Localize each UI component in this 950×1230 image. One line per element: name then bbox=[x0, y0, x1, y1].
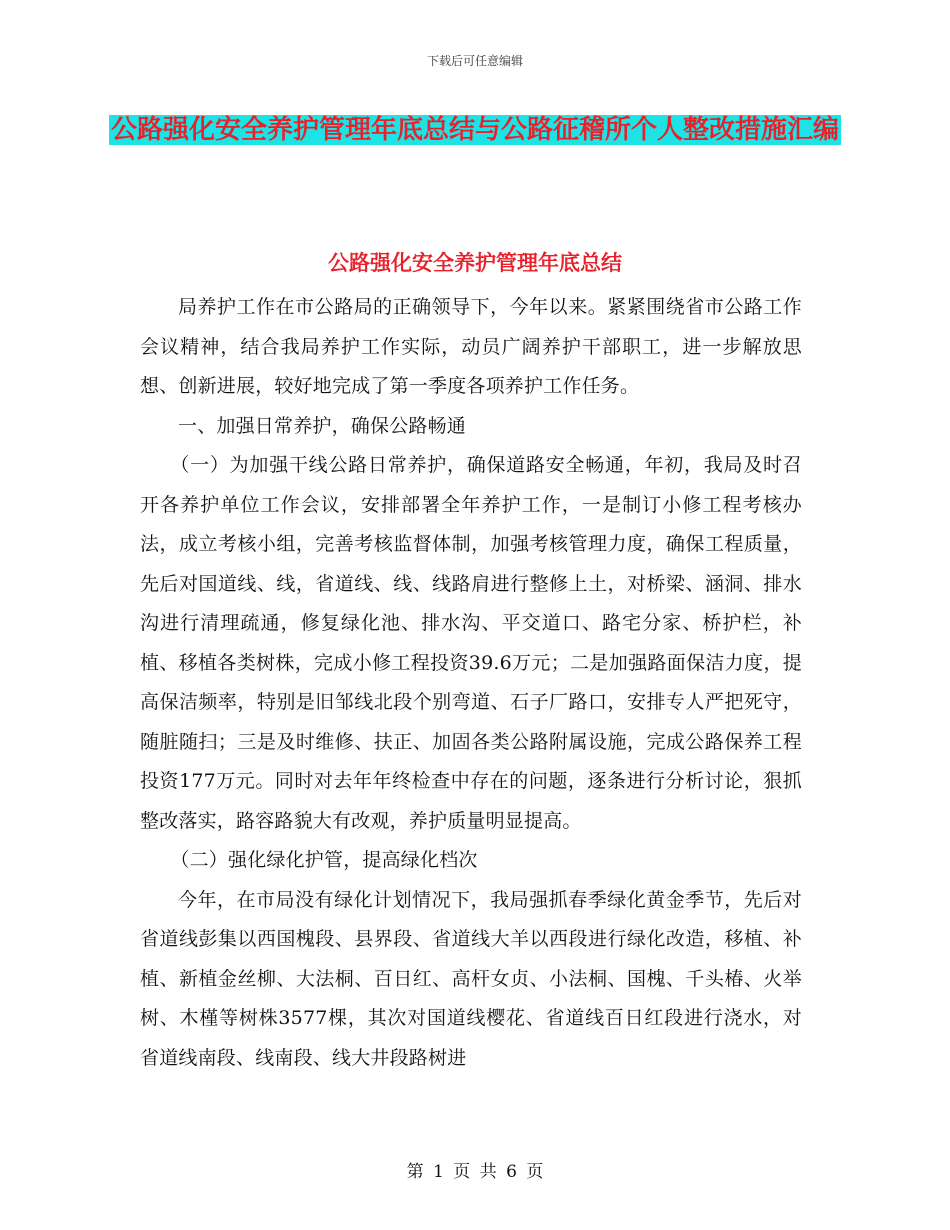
section-subtitle: 公路强化安全养护管理年底总结 bbox=[328, 250, 622, 275]
document-title bbox=[60, 106, 890, 154]
section-heading: 一、加强日常养护，确保公路畅通 bbox=[178, 414, 467, 437]
section-heading: （二）强化绿化护管，提高绿化档次 bbox=[170, 849, 478, 871]
header-note: 下载后可任意编辑 bbox=[426, 54, 523, 68]
paragraph: 今年，在市局没有绿化计划情况下，我局强抓春季绿化黄金季节，先后对省道线彭集以西国槐段、县界段、省道线大羊以西段进行绿化改造，移植、补植、新植金丝柳、大法桐、百日红、高杆女贞、小法桐、国槐、千头椿、火举树、木槿等树株3577棵，其次对国道线樱花、省道线百日红段进行浇水，对省道线南段、线南段、线大井段路树进 bbox=[140, 888, 802, 1069]
document-body bbox=[140, 288, 802, 1078]
paragraph: 局养护工作在市公路局的正确领导下，今年以来。紧紧围绕省市公路工作会议精神，结合我局养护工作实际，动员广阔养护干部职工，进一步解放思想、创新进展，较好地完成了第一季度各项养护工作任务。 bbox=[140, 296, 802, 397]
document-title-text: 公路强化安全养护管理年底总结与公路征稽所个人整改措施汇编 bbox=[110, 115, 839, 145]
paragraph: （一）为加强干线公路日常养护，确保道路安全畅通，年初，我局及时召开各养护单位工作会议，安排部署全年养护工作，一是制订小修工程考核办法，成立考核小组，完善考核监督体制，加强考核管理力度，确保工程质量，先后对国道线、线，省道线、线、线路肩进行整修上土，对桥梁、涵洞、排水沟进行清理疏通，修复绿化池、排水沟、平交道口、路宅分家、桥护栏，补植、移植各类树株，完成小修工程投资39.6万元；二是加强路面保洁力度，提高保洁频率，特别是旧邹线北段个别弯道、石子厂路口，安排专人严把死守，随脏随扫；三是及时维修、扶正、加固各类公路附属设施，完成公路保养工程投资177万元。同时对去年年终检查中存在的问题，逐条进行分析讨论，狠抓整改落实，路容路貌大有改观，养护质量明显提高。 bbox=[140, 454, 802, 832]
page-number: 第 1 页 共 6 页 bbox=[406, 1162, 544, 1182]
